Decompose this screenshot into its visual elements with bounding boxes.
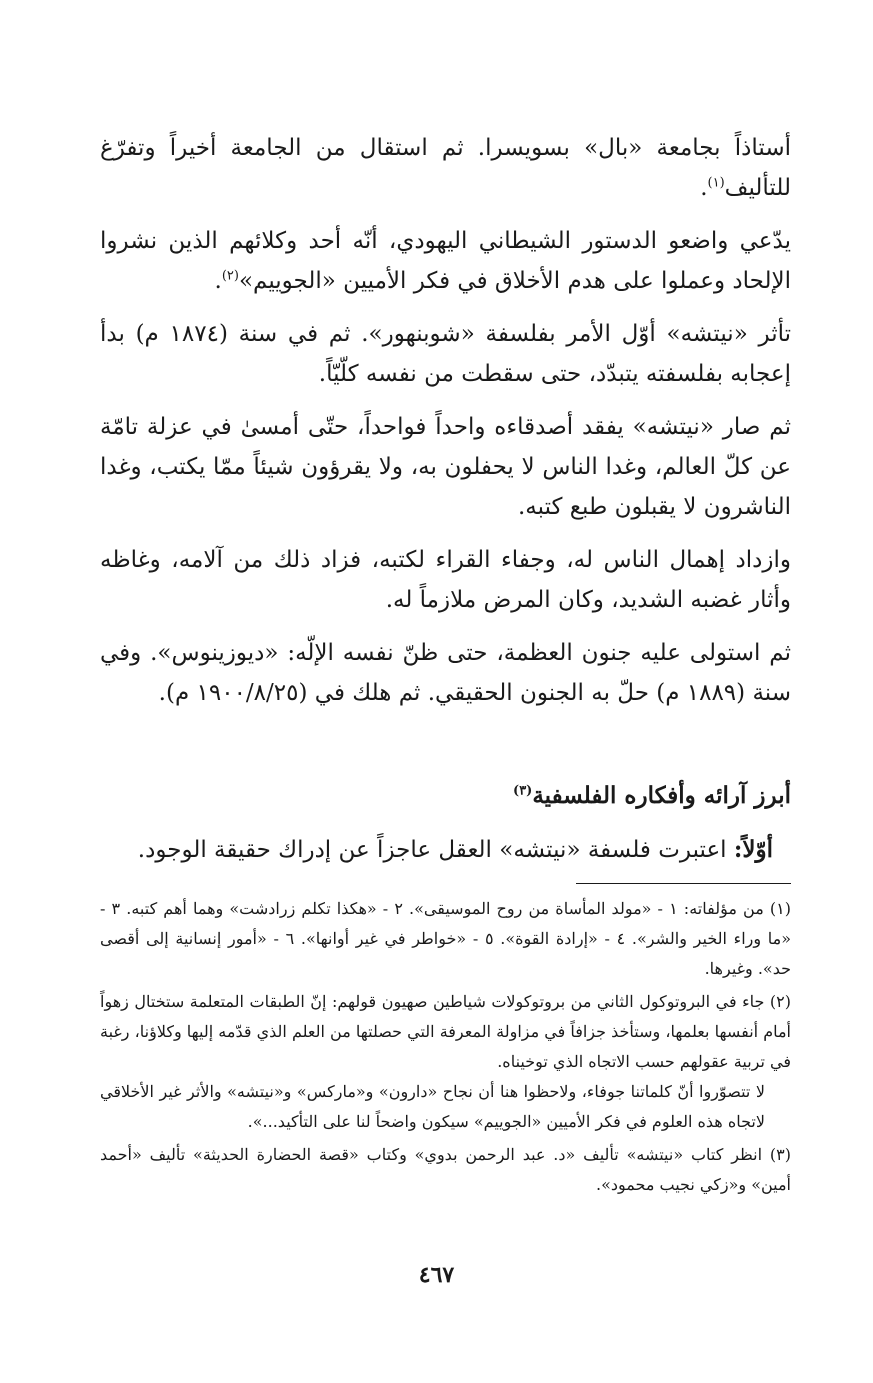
paragraph-4: ثم صار «نيتشه» يفقد أصدقاءه واحداً فواحداً، حتّى أمسىٰ في عزلة تامّة عن كلّ العالم، وغدا الناس لا يحفلون به، ولا يقرؤون شيئاً ممّا يكتب، وغدا الناشرون لا يقبلون طبع كتبه. — [100, 414, 791, 520]
paragraph-3: تأثر «نيتشه» أوّل الأمر بفلسفة «شوبنهور». ثم في سنة (١٨٧٤ م) بدأ إعجابه بفلسفته يتبدّد، حتى سقطت من نفسه كلّيّاً. — [100, 321, 791, 387]
footnote-ref-3: (٣) — [513, 783, 533, 799]
paragraph-2: يدّعي واضعو الدستور الشيطاني اليهودي، أنّه أحد وكلائهم الذين نشروا الإلحاد وعملوا على هدم الأخلاق في فكر الأميين «الجوييم»$^{(٢)}$. — [100, 228, 791, 294]
paragraph-5: وازداد إهمال الناس له، وجفاء القراء لكتبه، فزاد ذلك من آلامه، وغاظه وأثار غضبه الشديد، وكان المرض ملازماً له. — [100, 547, 791, 613]
footnote-text: انظر كتاب «نيتشه» تأليف «د. عبد الرحمن بدوي» وكتاب «قصة الحضارة الحديثة» تأليف «أحمد أمين» و«زكي نجيب محمود». — [100, 1145, 791, 1194]
footnote-text: من مؤلفاته: ١ - «مولد المأساة من روح الموسيقى». ٢ - «هكذا تكلم زرادشت» وهما أهم كتبه. ٣ - «ما وراء الخير والشر». ٤ - «إرادة القوة». ٥ - «خواطر في غير أوانها». ٦ - «أمور إنسانية إلى أقصى حد». وغيرها. — [100, 899, 792, 978]
footnote-1 — [100, 894, 791, 984]
footnote-number: (٣) — [769, 1145, 792, 1164]
main-text — [100, 128, 791, 726]
footnote-number: (١) — [769, 899, 791, 918]
footnote-ref-1: (١) — [707, 175, 725, 191]
footnote-number: (٢) — [769, 992, 791, 1011]
point-text: اعتبرت فلسفة «نيتشه» العقل عاجزاً عن إدراك حقيقة الوجود. — [137, 837, 727, 863]
paragraph-6: ثم استولى عليه جنون العظمة، حتى ظنّ نفسه الإلّه: «ديوزينوس». وفي سنة (١٨٨٩ م) حلّ به الجنون الحقيقي. ثم هلك في (١٩٠٠/٨/٢٥ م). — [100, 640, 791, 706]
page-number: ٤٦٧ — [418, 1262, 455, 1288]
point-lead: أوّلاً: — [733, 836, 773, 863]
point-first — [100, 830, 773, 870]
footnote-2 — [100, 987, 791, 1137]
footnote-ref-2: (٢) — [221, 268, 239, 284]
section-heading: أبرز آرائه وأفكاره الفلسفية$^{(٣)}$ — [513, 782, 791, 809]
paragraph-1: أستاذاً بجامعة «بال» بسويسرا. ثم استقال من الجامعة أخيراً وتفرّغ للتأليف$^{(١)}$. — [100, 135, 791, 201]
footnote-3 — [100, 1140, 791, 1200]
footnote-continuation: لا تتصوّروا أنّ كلماتنا جوفاء، ولاحظوا هنا أن نجاح «دارون» و«ماركس» و«نيتشه» والأثر غير الأخلاقي لاتجاه هذه العلوم في فكر الأميين «الجوييم» سيكون واضحاً لنا على التأكيد...». — [100, 1082, 765, 1131]
footnote-text: جاء في البروتوكول الثاني من بروتوكولات شياطين صهيون قولهم: إنّ الطبقات المتعلمة ستختال زهواً أمام أنفسها بعلمها، وستأخذ جزافاً في مزاولة المعرفة التي حصلتها من العلم الذي قدّمه إليها وكلاؤنا، رغبة في تربية عقولهم حسب الاتجاه الذي توخيناه. — [100, 992, 791, 1071]
footnotes — [100, 894, 791, 1203]
footnote-divider — [576, 883, 791, 884]
